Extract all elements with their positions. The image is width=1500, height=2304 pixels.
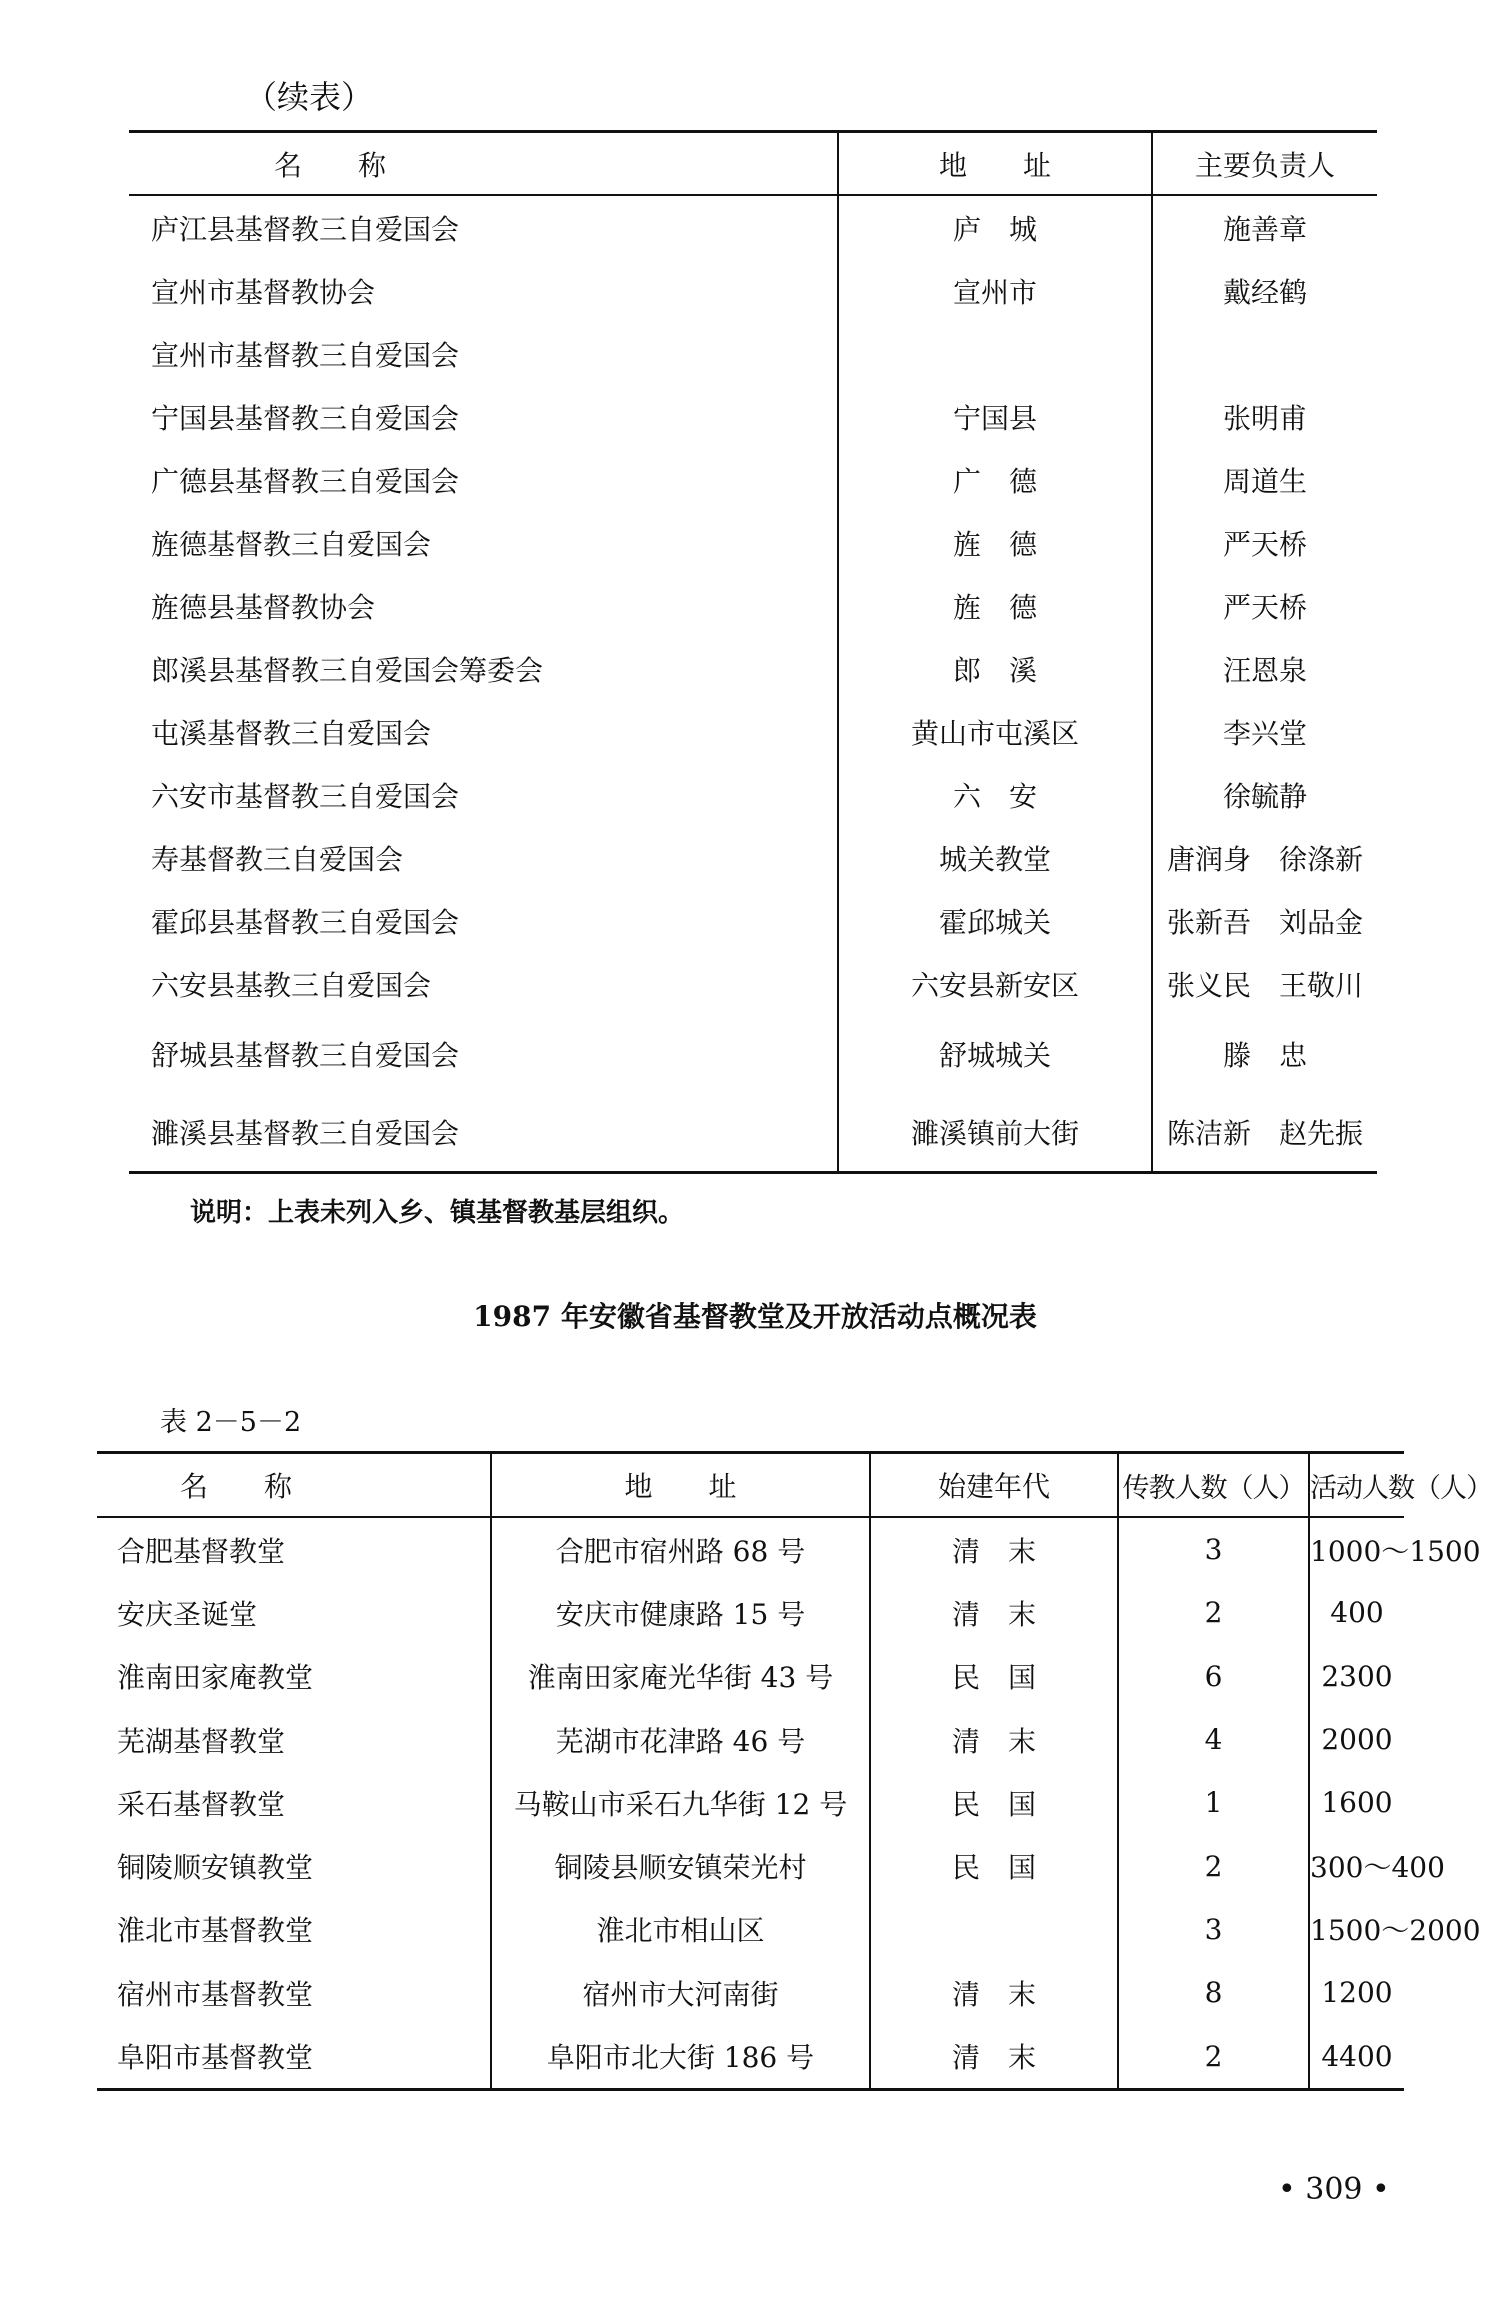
cell-address: 广 德 (838, 448, 1152, 511)
cell-attendance: 300～400 (1310, 1851, 1445, 1885)
cell-leader: 张明甫 (1222, 401, 1307, 435)
cell-address: 郎 溪 (838, 637, 1152, 700)
cell-founded (870, 1898, 1118, 1961)
table-row (129, 195, 1377, 259)
table-row (97, 1517, 1404, 1581)
cell-founded: 民 国 (870, 1834, 1118, 1897)
table-row (97, 1771, 1404, 1834)
cell-address: 芜湖市花津路 46 号 (491, 1708, 870, 1771)
table2-title: 1987 年安徽省基督教堂及开放活动点概况表 (473, 1300, 1037, 1333)
table-row (97, 1898, 1404, 1961)
cell-name: 宣州市基督教协会 (129, 259, 838, 322)
cell-address: 宣州市 (838, 259, 1152, 322)
cell-attendance: 1200 (1321, 1976, 1393, 2010)
cell-attendance: 1000～1500 (1310, 1534, 1481, 1568)
table-row (129, 889, 1377, 952)
cell-address: 霍邱城关 (838, 889, 1152, 952)
cell-name: 旌德基督教三自爱国会 (129, 511, 838, 574)
cell-address: 城关教堂 (838, 826, 1152, 889)
cell-name: 阜阳市基督教堂 (97, 2024, 491, 2089)
cell-name: 霍邱县基督教三自爱国会 (129, 889, 838, 952)
cell-attendance: 400 (1330, 1596, 1384, 1630)
cell-founded: 清 末 (870, 2024, 1118, 2089)
header-name: 名 称 (97, 1453, 491, 1518)
cell-attendance: 1600 (1321, 1786, 1393, 1820)
table-row (129, 1093, 1377, 1173)
cell-address: 六 安 (838, 763, 1152, 826)
cell-leader: 李兴堂 (1222, 716, 1307, 750)
organizations-table (129, 130, 1377, 1174)
cell-leader: 张义民 王敬川 (1166, 968, 1363, 1002)
cell-founded: 民 国 (870, 1771, 1118, 1834)
cell-name: 宿州市基督教堂 (97, 1961, 491, 2024)
cell-attendance: 2000 (1321, 1723, 1393, 1757)
organizations-table-body (129, 195, 1377, 1173)
cell-attendance: 1500～2000 (1310, 1914, 1481, 1948)
cell-founded: 清 末 (870, 1961, 1118, 2024)
cell-preachers: 2 (1118, 1834, 1309, 1897)
table-row (129, 385, 1377, 448)
header-founded: 始建年代 (870, 1453, 1118, 1518)
header-attendance: 活动人数（人） (1309, 1453, 1404, 1518)
cell-address: 旌 德 (838, 511, 1152, 574)
page-number: • 309 • (1278, 2172, 1390, 2207)
continued-label: （续表） (245, 78, 374, 116)
table2-number: 表 2－5－2 (160, 1407, 302, 1438)
cell-address: 阜阳市北大街 186 号 (491, 2024, 870, 2089)
cell-address: 淮北市相山区 (491, 1898, 870, 1961)
header-address: 地 址 (838, 132, 1152, 196)
cell-leader: 严天桥 (1222, 527, 1307, 561)
cell-address: 舒城城关 (838, 1015, 1152, 1093)
table-row (129, 952, 1377, 1015)
cell-name: 宣州市基督教三自爱国会 (129, 322, 838, 385)
table-row (129, 448, 1377, 511)
table-row (97, 1708, 1404, 1771)
table-row (97, 1645, 1404, 1708)
cell-name: 淮南田家庵教堂 (97, 1645, 491, 1708)
cell-name: 广德县基督教三自爱国会 (129, 448, 838, 511)
cell-address: 合肥市宿州路 68 号 (491, 1517, 870, 1581)
cell-leader: 陈洁新 赵先振 (1166, 1117, 1363, 1150)
cell-preachers: 6 (1118, 1645, 1309, 1708)
cell-preachers: 1 (1118, 1771, 1309, 1834)
cell-preachers: 3 (1118, 1517, 1309, 1581)
cell-name: 铜陵顺安镇教堂 (97, 1834, 491, 1897)
cell-address: 淮南田家庵光华街 43 号 (491, 1645, 870, 1708)
cell-leader (1152, 322, 1377, 385)
cell-leader: 徐毓静 (1222, 779, 1307, 813)
table-row (129, 826, 1377, 889)
cell-name: 舒城县基督教三自爱国会 (129, 1015, 838, 1093)
cell-leader: 周道生 (1222, 464, 1307, 498)
table-row (129, 574, 1377, 637)
cell-address: 安庆市健康路 15 号 (491, 1581, 870, 1644)
churches-table-body (97, 1517, 1481, 2089)
cell-address: 铜陵县顺安镇荣光村 (491, 1834, 870, 1897)
table-header-row (129, 132, 1377, 196)
table-row (129, 1015, 1377, 1093)
cell-founded: 清 末 (870, 1708, 1118, 1771)
cell-name: 六安县基教三自爱国会 (129, 952, 838, 1015)
cell-name: 淮北市基督教堂 (97, 1898, 491, 1961)
cell-preachers: 2 (1118, 1581, 1309, 1644)
cell-founded: 民 国 (870, 1645, 1118, 1708)
table-header-row (97, 1453, 1404, 1518)
cell-name: 采石基督教堂 (97, 1771, 491, 1834)
header-preachers: 传教人数（人） (1118, 1453, 1309, 1518)
header-leader: 主要负责人 (1152, 132, 1377, 196)
cell-address (838, 322, 1152, 385)
table-row (129, 259, 1377, 322)
table-row (129, 322, 1377, 385)
cell-address: 黄山市屯溪区 (838, 700, 1152, 763)
cell-preachers: 4 (1118, 1708, 1309, 1771)
cell-address: 宁国县 (838, 385, 1152, 448)
table-row (129, 763, 1377, 826)
cell-leader: 戴经鹤 (1222, 275, 1307, 309)
cell-name: 宁国县基督教三自爱国会 (129, 385, 838, 448)
cell-address: 马鞍山市采石九华街 12 号 (491, 1771, 870, 1834)
table-row (97, 1581, 1404, 1644)
table-note: 说明：上表未列入乡、镇基督教基层组织。 (190, 1198, 685, 1228)
cell-name: 寿基督教三自爱国会 (129, 826, 838, 889)
cell-leader: 施善章 (1222, 212, 1307, 246)
cell-address: 六安县新安区 (838, 952, 1152, 1015)
cell-leader: 严天桥 (1222, 590, 1307, 624)
cell-leader: 张新吾 刘品金 (1166, 905, 1363, 939)
churches-table (97, 1451, 1492, 2091)
cell-name: 屯溪基督教三自爱国会 (129, 700, 838, 763)
cell-name: 芜湖基督教堂 (97, 1708, 491, 1771)
cell-address: 宿州市大河南街 (491, 1961, 870, 2024)
cell-address: 庐 城 (838, 195, 1152, 259)
cell-preachers: 8 (1118, 1961, 1309, 2024)
table-row (129, 511, 1377, 574)
cell-leader: 滕 忠 (1222, 1039, 1307, 1072)
cell-attendance: 2300 (1321, 1659, 1393, 1693)
cell-address: 濉溪镇前大街 (838, 1093, 1152, 1173)
cell-name: 安庆圣诞堂 (97, 1581, 491, 1644)
table-row (129, 637, 1377, 700)
table-row (97, 1961, 1404, 2024)
cell-name: 庐江县基督教三自爱国会 (129, 195, 838, 259)
cell-founded: 清 末 (870, 1517, 1118, 1581)
table-row (129, 700, 1377, 763)
cell-name: 濉溪县基督教三自爱国会 (129, 1093, 838, 1173)
cell-leader: 唐润身 徐涤新 (1166, 842, 1363, 876)
cell-attendance: 4400 (1321, 2039, 1393, 2073)
header-name: 名 称 (129, 132, 838, 196)
table-row (97, 2024, 1404, 2089)
cell-name: 合肥基督教堂 (97, 1517, 491, 1581)
cell-leader: 汪恩泉 (1222, 653, 1307, 687)
cell-preachers: 2 (1118, 2024, 1309, 2089)
cell-founded: 清 末 (870, 1581, 1118, 1644)
header-address: 地 址 (491, 1453, 870, 1518)
cell-name: 旌德县基督教协会 (129, 574, 838, 637)
table-row (97, 1834, 1404, 1897)
cell-name: 六安市基督教三自爱国会 (129, 763, 838, 826)
cell-address: 旌 德 (838, 574, 1152, 637)
cell-preachers: 3 (1118, 1898, 1309, 1961)
cell-name: 郎溪县基督教三自爱国会筹委会 (129, 637, 838, 700)
